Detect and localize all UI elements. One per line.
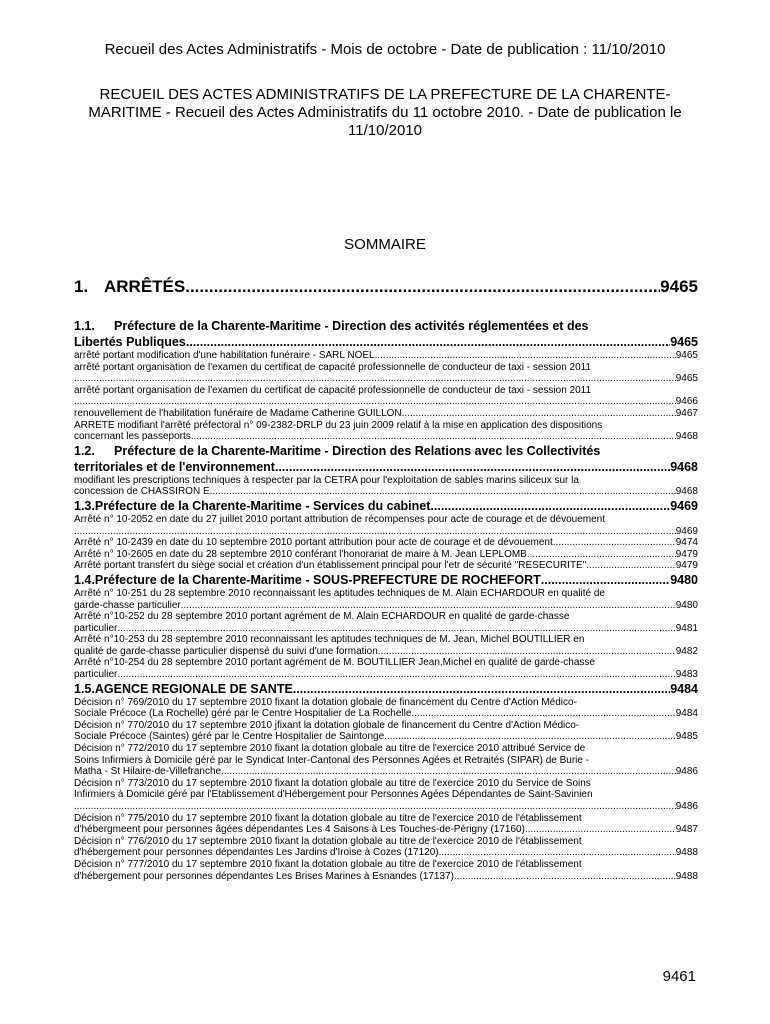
dot-leader — [528, 824, 676, 836]
entry-line: Décision n° 773/2010 du 17 septembre 2010 fixant la dotation globale au titre de l'exercice 2010 du Service de Soins — [74, 777, 591, 789]
toc-subsection[interactable] — [74, 318, 698, 350]
dot-leader — [553, 537, 676, 549]
toc-entry[interactable] — [74, 657, 698, 680]
entry-line: Infirmiers à Domicile géré par l'Etablissement d'Hébergement pour Personnes Agées Dépendantes de Saint-Savinien — [74, 789, 593, 801]
toc-text: renouvellement de l'habilitation funéraire de Madame Catherine GUILLON — [74, 407, 402, 419]
toc-entry[interactable] — [74, 720, 698, 743]
dot-leader — [384, 731, 676, 743]
subsection-title-line — [74, 459, 698, 475]
toc-text: concession de CHASSIRON E. — [74, 486, 213, 498]
section-number: 1. — [74, 277, 89, 296]
toc-text: Préfecture de la Charente-Maritime - SOUS-PREFECTURE DE ROCHEFORT — [94, 572, 541, 587]
toc-subsection[interactable] — [74, 681, 698, 697]
dot-leader — [191, 431, 676, 443]
entry-line — [74, 396, 698, 408]
entry-line — [74, 431, 698, 443]
toc-subsection[interactable] — [74, 443, 698, 475]
entry-line — [74, 801, 698, 813]
dot-leader — [586, 560, 675, 572]
entry-line — [74, 669, 698, 681]
toc-entry[interactable] — [74, 350, 698, 362]
subsection-number: 1.5. — [74, 681, 95, 696]
toc-page: 9466 — [675, 396, 698, 408]
toc-page: 9465 — [670, 335, 698, 349]
subsection-title-line — [74, 318, 698, 334]
toc-text: concernant les passeports — [74, 431, 191, 443]
toc-text: Arrêté n° 10-2439 en date du 10 septembre 2010 portant attribution pour acte de courage et de dévouement — [74, 537, 553, 549]
toc-text: d'hébergement pour personnes dépendantes Les Jardins d'Iroise à Cozes (17120). — [74, 847, 442, 859]
toc-entry[interactable] — [74, 408, 698, 420]
toc-page: 9484 — [670, 681, 698, 696]
toc-entry[interactable] — [74, 385, 698, 408]
toc-entry[interactable] — [74, 634, 698, 657]
entry-line: Décision n° 775/2010 du 17 septembre 2010 fixant la dotation globale au titre de l'exercice 2010 de l'établissement — [74, 812, 582, 824]
dot-leader — [185, 276, 660, 298]
entry-line: Arrêté n° 10-251 du 28 septembre 2010 reconnaissant les aptitudes techniques de M. Alain ECHARDOUR en qualité de — [74, 587, 605, 599]
dot-leader — [430, 498, 670, 514]
dot-leader — [74, 373, 676, 385]
entry-line — [74, 623, 698, 635]
toc-text: particulier — [74, 669, 118, 681]
toc-entry[interactable] — [74, 537, 698, 549]
page-header: Recueil des Actes Administratifs - Mois de octobre - Date de publication : 11/10/2010 — [104, 41, 666, 58]
toc-text: garde-chasse particulier — [74, 599, 181, 611]
toc-entry[interactable] — [74, 514, 698, 537]
toc-entry[interactable] — [74, 420, 698, 443]
dot-leader — [402, 408, 676, 420]
dot-leader — [74, 396, 676, 408]
toc-page: 9465 — [675, 350, 698, 361]
toc-text: Préfecture de la Charente-Maritime - Direction des activités réglementées et des — [114, 319, 589, 333]
toc-text: Matha - St Hilaire-de-Villefranche. — [74, 766, 224, 778]
dot-leader — [375, 350, 676, 362]
entry-line: Décision n° 776/2010 du 17 septembre 2010 fixant la dotation globale au titre de l'exercice 2010 de l'établissement — [74, 835, 582, 847]
toc-entry[interactable] — [74, 611, 698, 634]
entry-line: arrêté portant organisation de l'examen du certificat de capacité professionnelle de conducteur de taxi - session 2011 — [74, 384, 592, 396]
dot-leader — [441, 847, 675, 859]
toc-entry[interactable] — [74, 859, 698, 882]
page-number: 9461 — [662, 968, 696, 985]
toc-page: 9481 — [675, 622, 698, 634]
entry-line: ARRETE modifiant l'arrêté préfectoral n° 09-2382-DRLP du 23 juin 2009 relatif à la mise en application des dispositions — [74, 419, 603, 431]
entry-line — [74, 824, 698, 836]
entry-line — [74, 708, 698, 720]
dot-leader — [381, 646, 676, 658]
toc-page: 9483 — [675, 669, 698, 681]
subsection-number: 1.3. — [74, 498, 95, 513]
entry-line: Arrêté n° 10-2052 en date du 27 juillet 2010 portant attribution de récompenses pour acte de courage et de dévouement — [74, 513, 606, 525]
toc-page: 9486 — [675, 801, 698, 812]
dot-leader — [457, 871, 676, 883]
dot-leader — [212, 486, 675, 498]
toc-page: 9480 — [670, 572, 698, 587]
toc-page: 9485 — [675, 731, 698, 743]
toc-text: d'hébergmeent pour personnes âgées dépendantes Les 4 Saisons à Les Touches-de-Périgny (17160). — [74, 824, 528, 836]
entry-line: arrêté portant organisation de l'examen du certificat de capacité professionnelle de conducteur de taxi - session 2011 — [74, 361, 592, 373]
toc-text: Libertés Publiques — [74, 335, 186, 349]
table-of-contents — [74, 276, 698, 882]
toc-entry[interactable] — [74, 560, 698, 572]
entry-line — [74, 731, 698, 743]
toc-text: Préfecture de la Charente-Maritime - Direction des Relations avec les Collectivités — [114, 443, 601, 458]
toc-page: 9487 — [675, 824, 698, 836]
subsection-title-line — [74, 572, 698, 588]
entry-line — [74, 350, 698, 362]
entry-line — [74, 537, 698, 549]
entry-line: modifiant les prescriptions techniques à respecter par la CETRA pour l'exploitation de sables marins siliceux sur la — [74, 474, 579, 486]
subsection-number: 1.2. — [74, 443, 95, 458]
dot-leader — [224, 766, 676, 778]
toc-page: 9484 — [675, 708, 698, 720]
toc-entry[interactable] — [74, 588, 698, 611]
toc-text: Sociale Précoce (Saintes) géré par le Centre Hospitalier de Saintonge — [74, 731, 385, 743]
toc-text: AGENCE REGIONALE DE SANTE — [94, 681, 293, 696]
dot-leader — [186, 334, 670, 350]
entry-line — [74, 486, 698, 498]
title-line: 11/10/2010 — [348, 122, 422, 139]
toc-entry[interactable] — [74, 778, 698, 813]
toc-page: 9468 — [675, 486, 698, 498]
toc-page: 9469 — [670, 498, 698, 513]
sommaire-heading: SOMMAIRE — [344, 236, 426, 253]
toc-text: qualité de garde-chasse particulier dispensé du suivi d'une formation. — [74, 645, 381, 657]
toc-subsection[interactable] — [74, 498, 698, 514]
subsection-title-line — [74, 443, 698, 459]
subsection-title-line — [74, 681, 698, 697]
toc-page: 9480 — [675, 599, 698, 611]
subsection-title-line — [74, 334, 698, 350]
document-title — [70, 86, 700, 140]
toc-page: 9488 — [675, 847, 698, 859]
subsection-number: 1.1. — [74, 319, 95, 333]
dot-leader — [293, 681, 670, 697]
entry-line: Décision n° 769/2010 du 17 septembre 2010 fixant la dotation globale de financement du Centre d'Action Médico- — [74, 696, 577, 708]
dot-leader — [74, 526, 676, 538]
entry-line: Arrêté n°10-252 du 28 septembre 2010 portant agrément de M. Alain ECHARDOUR en qualité de garde-chasse — [74, 611, 570, 623]
toc-entry[interactable] — [74, 813, 698, 836]
toc-text: Arrêté portant transfert du siège social et création d'un établissement principal pour l'etr de sécurité "RESECURITE" — [74, 560, 587, 572]
toc-text: Sociale Précoce (La Rochelle) géré par le Centre Hospitalier de La Rochelle — [74, 708, 412, 720]
toc-text: Préfecture de la Charente-Maritime - Services du cabinet — [94, 498, 431, 513]
toc-page: 9467 — [675, 407, 698, 419]
toc-page: 9486 — [675, 766, 698, 778]
entry-line — [74, 549, 698, 561]
entry-line — [74, 847, 698, 859]
title-line: MARITIME - Recueil des Actes Administratifs du 11 octobre 2010. - Date de publication le — [88, 104, 682, 121]
entry-line: Arrêté n°10-254 du 28 septembre 2010 portant agrément de M. BOUTILLIER Jean,Michel en qualité de garde-chasse — [74, 657, 595, 669]
toc-entry[interactable] — [74, 743, 698, 778]
subsection-list — [74, 318, 698, 882]
toc-page: 9468 — [675, 431, 698, 443]
entry-line — [74, 600, 698, 612]
entry-line — [74, 646, 698, 658]
dot-leader — [74, 801, 676, 813]
toc-page: 9468 — [670, 459, 698, 474]
dot-leader — [181, 600, 676, 612]
entry-line: Décision n° 772/2010 du 17 septembre 2010 fixant la dotation globale au titre de l'exercice 2010 attribué Service de — [74, 743, 586, 755]
dot-leader — [117, 623, 675, 635]
entry-line — [74, 373, 698, 385]
entry-line — [74, 766, 698, 778]
toc-text: particulier — [74, 622, 118, 634]
toc-text: Arrêté n° 10-2605 en date du 28 septembre 2010 conférant l'honorariat de maire à M. Jean LEPLOMB — [74, 548, 527, 560]
dot-leader — [527, 549, 676, 561]
section-label: ARRÊTÉS — [104, 277, 186, 296]
entry-line — [74, 871, 698, 883]
toc-text: territoriales et de l'environnement — [74, 459, 275, 474]
toc-page: 9469 — [675, 525, 698, 537]
toc-page: 9488 — [675, 870, 698, 882]
entry-line — [74, 526, 698, 538]
toc-entry[interactable] — [74, 549, 698, 561]
dot-leader — [411, 708, 675, 720]
toc-section-arretes[interactable] — [74, 276, 698, 298]
toc-page: 9474 — [675, 537, 698, 549]
entry-line: Décision n° 777/2010 du 17 septembre 2010 fixant la dotation globale au titre de l'exercice 2010 de l'établissement — [74, 858, 582, 870]
dot-leader — [541, 572, 670, 588]
entry-line — [74, 560, 698, 572]
toc-page: 9479 — [675, 548, 698, 560]
subsection-title-line — [74, 498, 698, 514]
toc-entry[interactable] — [74, 836, 698, 859]
subsection-number: 1.4. — [74, 572, 95, 587]
title-line: RECUEIL DES ACTES ADMINISTRATIFS DE LA PREFECTURE DE LA CHARENTE- — [99, 86, 671, 103]
entry-line: Soins Infirmiers à Domicile géré par le Syndicat Inter-Cantonal des Personnes Agées et Retraités (SIPAR) de Burie - — [74, 754, 590, 766]
toc-entry[interactable] — [74, 697, 698, 720]
dot-leader — [117, 669, 675, 681]
toc-entry[interactable] — [74, 475, 698, 498]
section-page: 9465 — [660, 277, 698, 296]
entry-line: Décision n° 770/2010 du 17 septembre 2010 jfixant la dotation globale de financement du Centre d'Action Médico- — [74, 719, 580, 731]
toc-entry[interactable] — [74, 362, 698, 385]
toc-text: arrêté portant modification d'une habilitation funéraire - SARL NOEL — [74, 350, 375, 361]
entry-line: Arrêté n°10-253 du 28 septembre 2010 reconnaissant les aptitudes techniques de M. Jean, Michel BOUTILLIER en — [74, 634, 585, 646]
toc-page: 9479 — [675, 560, 698, 572]
entry-line — [74, 408, 698, 420]
dot-leader — [275, 459, 670, 475]
toc-page: 9465 — [675, 373, 698, 385]
toc-text: d'hébergement pour personnes dépendantes Les Brises Marines à Esnandes (17137). — [74, 870, 457, 882]
toc-page: 9482 — [675, 645, 698, 657]
toc-subsection[interactable] — [74, 572, 698, 588]
